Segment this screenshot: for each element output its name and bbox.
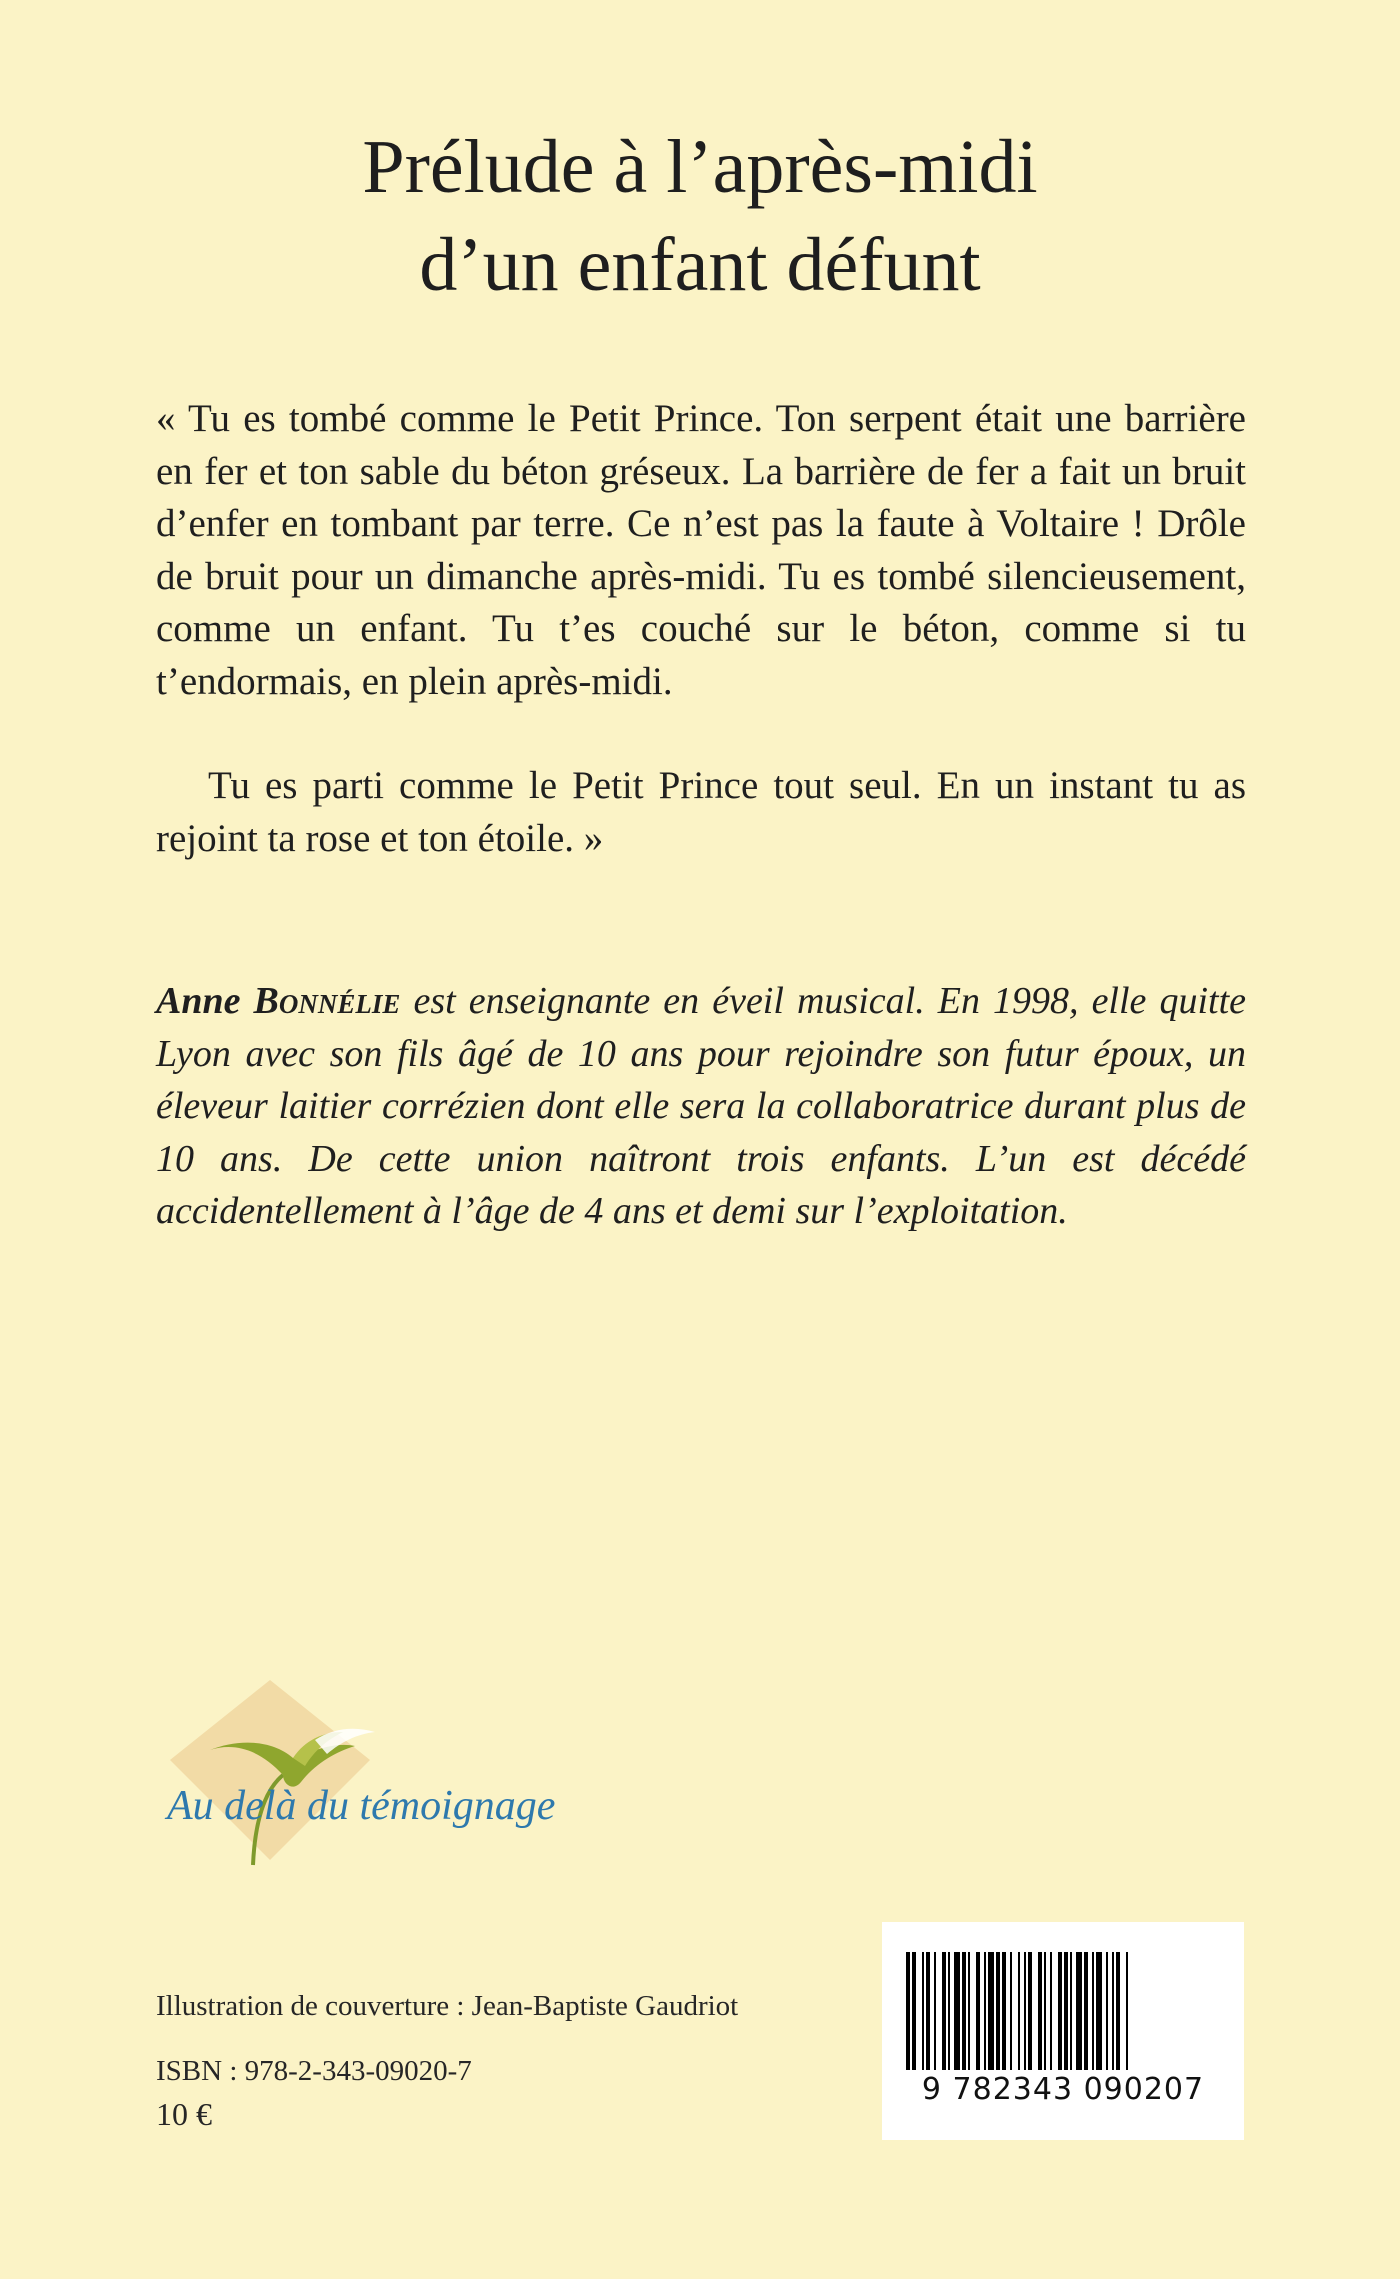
barcode-bar bbox=[912, 1952, 916, 2070]
collection-name: Au delà du témoignage bbox=[167, 1783, 556, 1829]
author-first-name: Anne bbox=[156, 980, 241, 1022]
barcode-bar bbox=[954, 1952, 960, 2070]
barcode-bar bbox=[1010, 1952, 1012, 2070]
barcode-bars bbox=[900, 1952, 1226, 2070]
price: 10 € bbox=[156, 2096, 212, 2132]
barcode-bar bbox=[1002, 1952, 1006, 2070]
barcode-bar bbox=[1064, 1952, 1068, 2070]
barcode-bar bbox=[1050, 1952, 1052, 2070]
illustration-credit: Illustration de couverture : Jean-Baptiste Gaudriot bbox=[156, 1990, 739, 2022]
barcode-bar bbox=[934, 1952, 936, 2070]
barcode-bar bbox=[1028, 1952, 1032, 2070]
author-bio-text: est enseignante en éveil musical. En 1998, elle quitte Lyon avec son fils âgé de 10 ans pour rejoindre son futur époux, un éleveur laitier corrézien dont elle sera la collaboratrice durant plus de 10 ans. De cette union naîtront trois enfants. L’un est décédé accidentellement à l’âge de 4 ans et demi sur l’exploitation. bbox=[156, 980, 1247, 1232]
barcode-bar bbox=[906, 1952, 910, 2070]
barcode-bar bbox=[962, 1952, 966, 2070]
barcode-bar bbox=[922, 1952, 924, 2070]
barcode-digits: 9 782343 090207 bbox=[921, 2072, 1205, 2107]
author-bio bbox=[156, 975, 1246, 1238]
barcode-bar bbox=[996, 1952, 1000, 2070]
quote-paragraph-1: « Tu es tombé comme le Petit Prince. Ton serpent était une barrière en fer et ton sable du béton gréseux. La barrière de fer a fait un bruit d’enfer en tombant par terre. Ce n’est pas la faute à Voltaire ! Drôle de bruit pour un dimanche après-midi. Tu es tombé silencieusement, comme un enfant. Tu t’es couché sur le béton, comme si tu t’endormais, en plein après-midi. bbox=[156, 397, 1246, 703]
barcode-bar bbox=[1018, 1952, 1020, 2070]
barcode-bar bbox=[1024, 1952, 1026, 2070]
collection-logo bbox=[165, 1680, 635, 1870]
barcode-bar bbox=[1044, 1952, 1046, 2070]
author-last-name: Bonnélie bbox=[253, 980, 401, 1022]
isbn: ISBN : 978-2-343-09020-7 bbox=[156, 2055, 472, 2087]
barcode-bar bbox=[1096, 1952, 1102, 2070]
barcode-bar bbox=[942, 1952, 946, 2070]
barcode-bar bbox=[926, 1952, 930, 2070]
barcode-bar bbox=[1084, 1952, 1088, 2070]
barcode-bar bbox=[1092, 1952, 1094, 2070]
barcode-bar bbox=[1106, 1952, 1108, 2070]
barcode-bar bbox=[968, 1952, 970, 2070]
barcode-bar bbox=[1126, 1952, 1128, 2070]
barcode-bar bbox=[1116, 1952, 1120, 2070]
barcode-bar bbox=[1070, 1952, 1072, 2070]
barcode-bar bbox=[976, 1952, 980, 2070]
title-line-1: Prélude à l’après-midi bbox=[362, 125, 1038, 209]
barcode-bar bbox=[1038, 1952, 1042, 2070]
barcode-bar bbox=[1058, 1952, 1062, 2070]
quote-paragraph-2: Tu es parti comme le Petit Prince tout seul. En un instant tu as rejoint ta rose et ton étoile. » bbox=[156, 764, 1246, 860]
barcode-bar bbox=[984, 1952, 986, 2070]
barcode-bar bbox=[988, 1952, 994, 2070]
title-line-2: d’un enfant défunt bbox=[419, 223, 981, 307]
barcode bbox=[882, 1922, 1244, 2140]
barcode-bar bbox=[948, 1952, 950, 2070]
book-title bbox=[0, 118, 1400, 314]
barcode-bar bbox=[1112, 1952, 1114, 2070]
flower-icon bbox=[165, 1680, 395, 1870]
barcode-bar bbox=[1076, 1952, 1082, 2070]
